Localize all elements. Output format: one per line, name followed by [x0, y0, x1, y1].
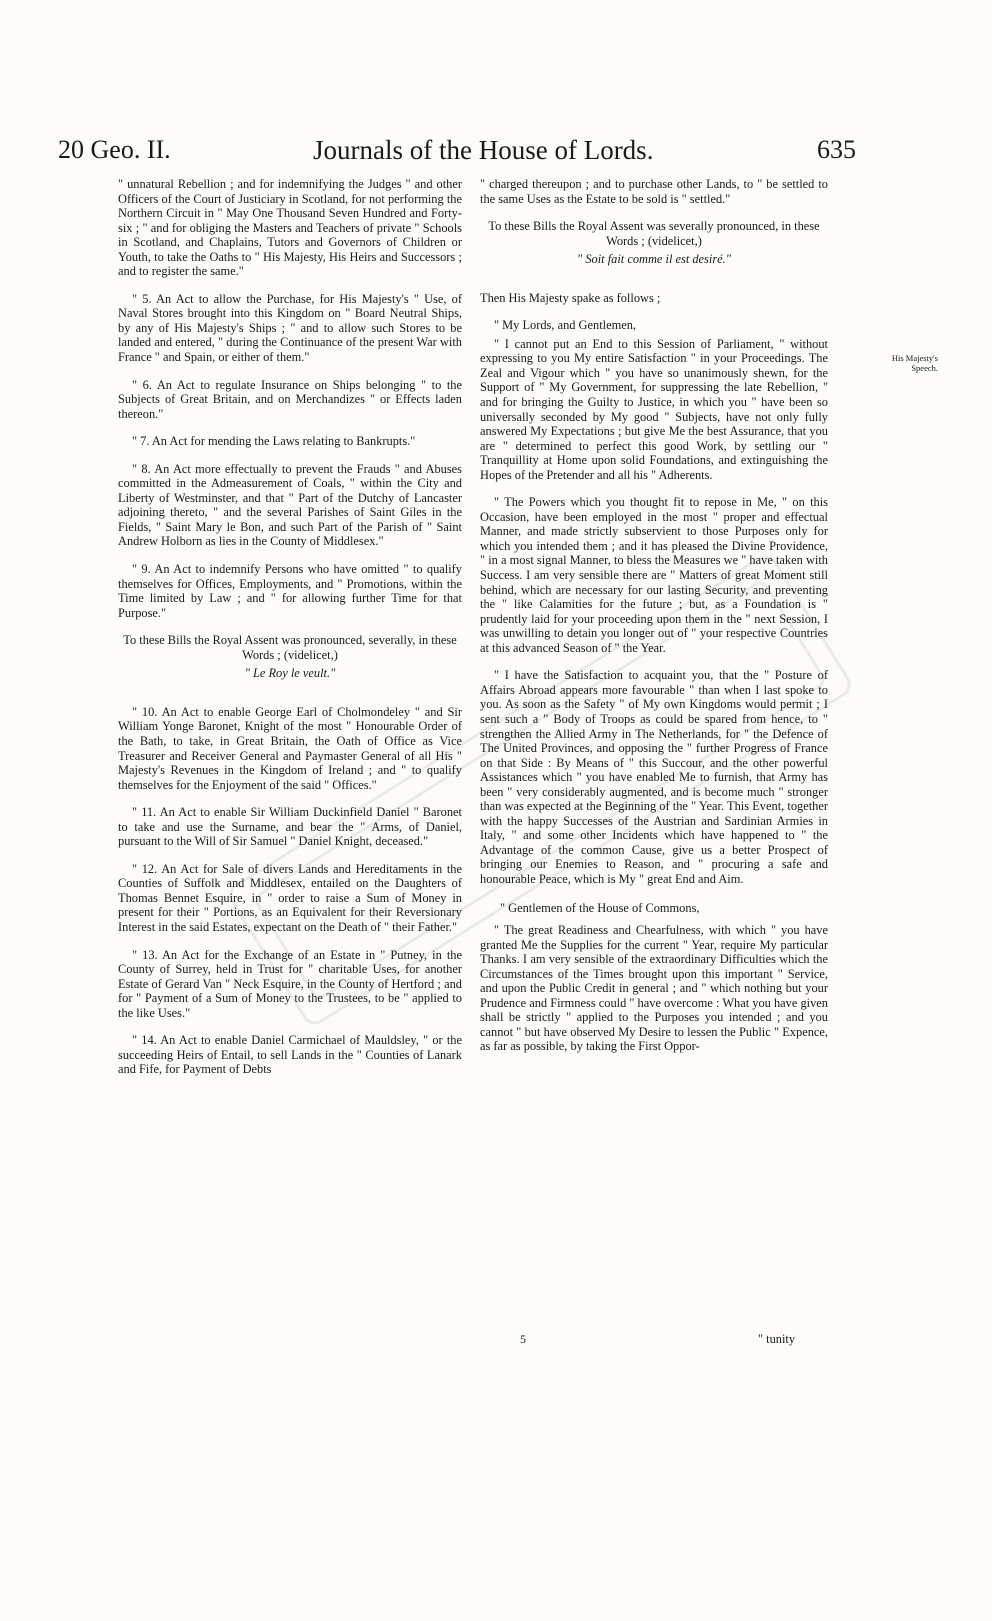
speech-paragraph: " I have the Satisfaction to acquaint you, that the " Posture of Affairs Abroad appears more favourable " than when I last spoke to you. As soon as the Safety " of My own Kingdoms would permit ; I sent such a " Body of Troops as could be spared from hence, to " strengthen the Allied Army in The Netherlands, for " the Defence of The United Provinces, and opposing the " further Progress of France on that Side : By Means of " this Succour, and the other powerful Assistances which " you have enabled Me to furnish, that Army has been " very considerably augmented, and is become much " stronger than was expected at the Beginning of the " Year. This Event, together with the happy Successes of the Austrian and Sardinian Armies in Italy, " and some other Incidents which have happened to " the Advantage of the common Cause, give us a better Prospect of bringing our Enemies to Reason, and " procuring a safe and honourable Peace, which is My " great End and Aim.	[480, 668, 828, 886]
speech-intro: Then His Majesty spake as follows ;	[480, 290, 661, 305]
act-14-continuation: " charged thereupon ; and to purchase other Lands, to " be settled to the same Uses as the Estate to be sold is " settled."	[480, 177, 828, 206]
regnal-year: 20 Geo. II.	[58, 135, 171, 164]
royal-assent-line-2: To these Bills the Royal Assent was severally pronounced, in these Words ; (videlicet,)	[488, 219, 820, 248]
royal-assent-formula: " Le Roy le veult."	[244, 666, 336, 681]
royal-assent-line: To these Bills the Royal Assent was pronounced, severally, in these Words ; (videlicet,)	[123, 633, 457, 662]
act-8: " 8. An Act more effectually to prevent the Frauds " and Abuses committed in the Admeasurement of Coals, " within the City and Liberty of Westminster, and that " Part of the Dutchy of Lancaster adjoining thereto, " and the several Parishes of Saint Giles in the Fields, " Saint Mary le Bon, and such Part of the Parish of " Saint Andrew Holborn as lies in the County of Middlesex."	[118, 461, 462, 549]
speech-paragraph: " I cannot put an End to this Session of Parliament, " without expressing to you My entire Satisfaction " in your Proceedings. The Zeal and Vigour which " you have so unanimously shewn, for the Support of " My Government, for suppressing the late Rebellion, " and for bringing the Guilty to Justice, in which you " have been so universally seconded by My good " Subjects, have not only fully answered My Expectations ; but give Me the best Assurance, that you are " determined to perfect this good Work, by settling our " Tranquillity at Home upon solid Foundations, and extinguishing the Hopes of the Pretender and all his " Adherents.	[480, 336, 828, 482]
signature-mark: 5	[520, 1332, 526, 1346]
left-column	[118, 177, 462, 1090]
act-11: " 11. An Act to enable Sir William Duckinfield Daniel " Baronet to take and use the Surname, and bear the " Arms, of Daniel, pursuant to the Will of Sir Samuel " Daniel Knight, deceased."	[118, 805, 462, 849]
act-13: " 13. An Act for the Exchange of an Estate in " Putney, in the County of Surrey, held in Trust for " charitable Uses, for another Estate of Gerard Van " Neck Esquire, in the County of Hertford ; and for " Payment of a Sum of Money to the Trustees, to be " applied to the like Uses."	[118, 947, 462, 1020]
margin-note: His Majesty's Speech.	[891, 353, 938, 373]
right-column	[480, 177, 828, 1067]
act-5: " 5. An Act to allow the Purchase, for His Majesty's " Use, of Naval Stores brought into this Kingdom on " Board Neutral Ships, by any of His Majesty's Ships ; " and to allow such Stores to be landed and entered, " during the Continuance of the present War with France " and Spain, or either of them."	[118, 291, 462, 365]
act-6: " 6. An Act to regulate Insurance on Ships belonging " to the Subjects of Great Britain, and on Merchandizes " or Effects laden thereon."	[118, 377, 462, 421]
act-10: " 10. An Act to enable George Earl of Cholmondeley " and Sir William Yonge Baronet, Knight of the most " Honourable Order of the Bath, to take, in Great Britain, the Oath of Office as Vice Treasurer and Receiver General and Paymaster General of all His " Majesty's Revenues in the Kingdom of Ireland ; and " to qualify themselves for the Enjoyment of the said " Offices."	[118, 704, 462, 792]
speech-paragraph: " The Powers which you thought fit to repose in Me, " on this Occasion, have been employed in the most " proper and effectual Manner, and made strictly subservient to those Purposes only for which you intended them ; and it has pleased the Divine Providence, " in a most signal Manner, to bless the Measures we " have taken with Success. I am very sensible there are " Matters of great Moment still behind, which are necessary for our lasting Security, and preventing the " like Calamities for the future ; but, as a Foundation is " prudently laid for your proceeding upon them in the " next Session, I was unwilling to detain you longer out of " your respective Countries at this advanced Season of " the Year.	[480, 495, 828, 655]
catchword: " tunity	[758, 1332, 796, 1346]
act-14: " 14. An Act to enable Daniel Carmichael of Mauldsley, " or the succeeding Heirs of Entail, to sell Lands in the " Counties of Lanark and Fife, for Payment of Debts	[118, 1033, 462, 1077]
commons-paragraph: " The great Readiness and Chearfulness, with which " you have granted Me the Supplies for the current " Year, require My particular Thanks. I am very sensible of the extraordinary Difficulties which the Circumstances of the Times brought upon this important " Service, and upon the Public Credit in general ; and " which nothing but your Prudence and Firmness could " have overcome : What you have given shall be strictly " applied to the Purposes you intended ; and you cannot " but have observed My Desire to lessen the Public " Expence, as far as possible, by taking the First Oppor-	[480, 923, 828, 1054]
act-12: " 12. An Act for Sale of divers Lands and Hereditaments in the Counties of Suffolk and Middlesex, entailed on the Daughters of Thomas Bennet Esquire, in " order to raise a Sum of Money in present for their " Portions, as an Equivalent for their Reversionary Interest in the said Estates, expectant on the Death of " their Father."	[118, 861, 462, 934]
journal-title: Journals of the House of Lords.	[313, 135, 654, 165]
speech-salutation: " My Lords, and Gentlemen,	[494, 318, 637, 333]
commons-heading: " Gentlemen of the House of Commons,	[500, 900, 700, 915]
act-7: " 7. An Act for mending the Laws relating to Bankrupts."	[132, 434, 416, 449]
royal-assent-formula-2: " Soit fait comme il est desiré."	[577, 252, 731, 267]
act-9: " 9. An Act to indemnify Persons who have omitted " to qualify themselves for Offices, Employments, and " Promotions, within the Time limited by Law ; and " for allowing further Time for that Purpose."	[118, 562, 462, 620]
page-header	[58, 135, 856, 175]
act-4-continuation: " unnatural Rebellion ; and for indemnifying the Judges " and other Officers of the Court of Justiciary in Scotland, for not performing the Northern Circuit in " May One Thousand Seven Hundred and Forty-six ; " and for obliging the Masters and Teachers of private " Schools in Scotland, and Chaplains, Tutors and Governors of Children or Youth, to take the Oaths to " His Majesty, His Heirs and Successors ; and to register the same."	[118, 177, 462, 279]
page-number: 635	[817, 135, 856, 164]
